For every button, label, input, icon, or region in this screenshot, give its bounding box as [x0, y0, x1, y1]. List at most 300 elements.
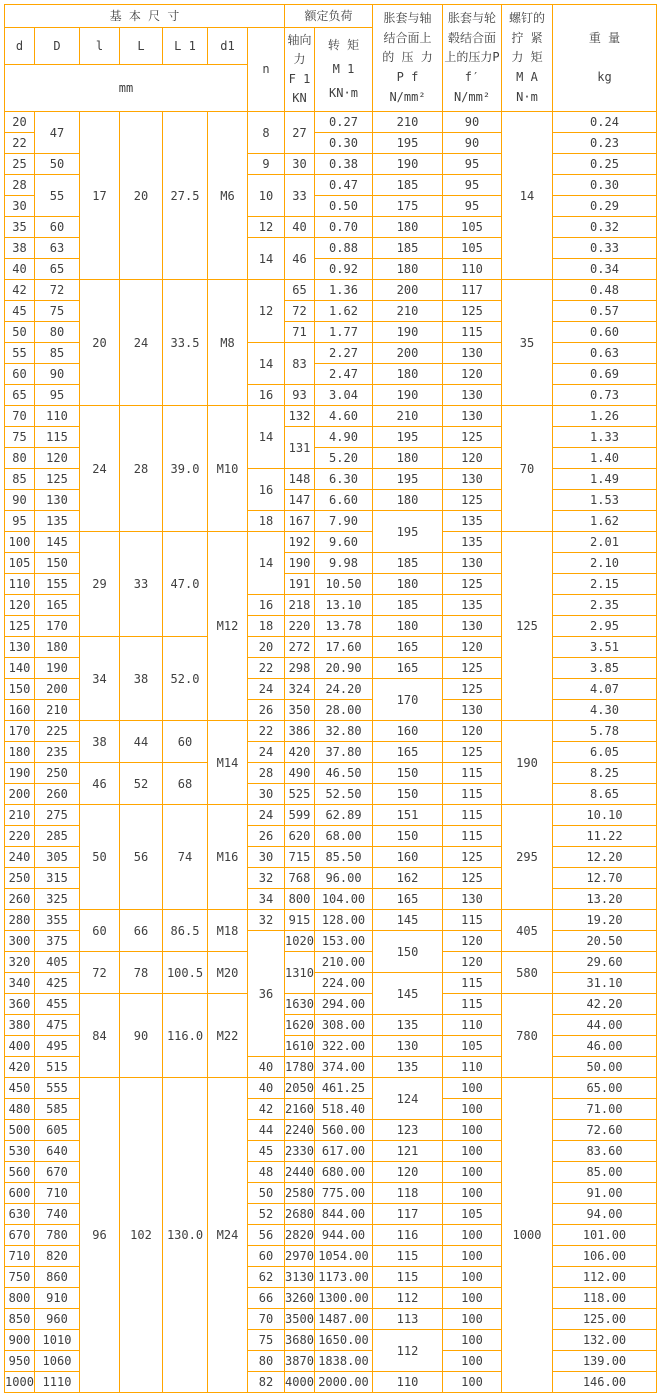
cell-M1: 1.62: [315, 301, 373, 322]
cell-l: 17: [80, 112, 120, 280]
cell-F1: 768: [285, 868, 315, 889]
cell-F1: 525: [285, 784, 315, 805]
cell-Pf: 170: [373, 679, 443, 721]
cell-F1: 1310: [285, 952, 315, 994]
header-line: P f: [396, 70, 419, 85]
cell-weight: 1.53: [553, 490, 657, 511]
cell-Pf_prime: 125: [443, 868, 502, 889]
cell-n: 48: [248, 1162, 285, 1183]
cell-d: 55: [5, 343, 35, 364]
cell-n: 24: [248, 805, 285, 826]
cell-Pf: 195: [373, 427, 443, 448]
header-axial-force: [285, 28, 315, 112]
cell-Pf_prime: 125: [443, 490, 502, 511]
cell-n: 32: [248, 868, 285, 889]
cell-d: 42: [5, 280, 35, 301]
cell-d: 750: [5, 1267, 35, 1288]
cell-weight: 106.00: [553, 1246, 657, 1267]
cell-D: 210: [35, 700, 80, 721]
header-line: 胀套与轴: [383, 11, 432, 26]
cell-Pf_prime: 115: [443, 910, 502, 931]
cell-M1: 153.00: [315, 931, 373, 952]
cell-d: 190: [5, 763, 35, 784]
cell-weight: 0.48: [553, 280, 657, 301]
cell-weight: 6.05: [553, 742, 657, 763]
cell-d: 200: [5, 784, 35, 805]
cell-d: 20: [5, 112, 35, 133]
cell-weight: 125.00: [553, 1309, 657, 1330]
cell-D: 860: [35, 1267, 80, 1288]
cell-M1: 224.00: [315, 973, 373, 994]
cell-weight: 2.95: [553, 616, 657, 637]
header-line: N/mm²: [389, 89, 426, 104]
table-row: [5, 532, 657, 553]
cell-D: 170: [35, 616, 80, 637]
header-pressure-shaft: [373, 5, 443, 112]
cell-d: 120: [5, 595, 35, 616]
cell-L1: 33.5: [163, 280, 208, 406]
table-row: [5, 952, 657, 973]
cell-Pf: 112: [373, 1330, 443, 1372]
cell-D: 72: [35, 280, 80, 301]
cell-l: 96: [80, 1078, 120, 1393]
cell-D: 355: [35, 910, 80, 931]
cell-F1: 350: [285, 700, 315, 721]
cell-D: 95: [35, 385, 80, 406]
cell-Pf_prime: 120: [443, 952, 502, 973]
cell-M1: 560.00: [315, 1120, 373, 1141]
cell-weight: 4.30: [553, 700, 657, 721]
cell-d: 600: [5, 1183, 35, 1204]
cell-Pf: 160: [373, 847, 443, 868]
header-col-n: n: [248, 28, 285, 112]
cell-L1: 68: [163, 763, 208, 805]
cell-D: 405: [35, 952, 80, 973]
cell-F1: 71: [285, 322, 315, 343]
cell-Pf_prime: 105: [443, 217, 502, 238]
cell-weight: 83.60: [553, 1141, 657, 1162]
cell-n: 16: [248, 385, 285, 406]
cell-Pf_prime: 120: [443, 364, 502, 385]
cell-L: 20: [120, 112, 163, 280]
cell-weight: 71.00: [553, 1099, 657, 1120]
cell-M1: 1838.00: [315, 1351, 373, 1372]
cell-Pf: 165: [373, 637, 443, 658]
cell-weight: 2.01: [553, 532, 657, 553]
cell-L: 78: [120, 952, 163, 994]
cell-D: 155: [35, 574, 80, 595]
cell-Pf: 180: [373, 448, 443, 469]
cell-Pf_prime: 90: [443, 133, 502, 154]
cell-Pf_prime: 100: [443, 1141, 502, 1162]
cell-d1: M18: [208, 910, 248, 952]
cell-n: 56: [248, 1225, 285, 1246]
cell-l: 38: [80, 721, 120, 763]
cell-F1: 190: [285, 553, 315, 574]
cell-weight: 72.60: [553, 1120, 657, 1141]
cell-n: 14: [248, 343, 285, 385]
cell-Pf: 195: [373, 133, 443, 154]
cell-Pf_prime: 90: [443, 112, 502, 133]
cell-D: 225: [35, 721, 80, 742]
cell-d: 95: [5, 511, 35, 532]
cell-Pf_prime: 125: [443, 301, 502, 322]
cell-d: 900: [5, 1330, 35, 1351]
cell-n: 22: [248, 658, 285, 679]
cell-M1: 210.00: [315, 952, 373, 973]
header-line: 胀套与轮: [447, 11, 496, 26]
cell-d1: M20: [208, 952, 248, 994]
cell-M1: 6.30: [315, 469, 373, 490]
cell-Pf_prime: 100: [443, 1246, 502, 1267]
cell-d: 280: [5, 910, 35, 931]
cell-F1: 191: [285, 574, 315, 595]
cell-L: 90: [120, 994, 163, 1078]
cell-Pf: 185: [373, 238, 443, 259]
cell-weight: 46.00: [553, 1036, 657, 1057]
cell-D: 165: [35, 595, 80, 616]
header-line: 的 压 力: [382, 50, 433, 65]
cell-Pf: 150: [373, 931, 443, 973]
cell-F1: 30: [285, 154, 315, 175]
table-row: [5, 994, 657, 1015]
cell-L: 44: [120, 721, 163, 763]
cell-d1: M10: [208, 406, 248, 532]
cell-d: 45: [5, 301, 35, 322]
cell-weight: 1.26: [553, 406, 657, 427]
header-line: 力 矩: [511, 50, 543, 65]
header-line: 轴向: [287, 33, 312, 48]
cell-Pf: 190: [373, 322, 443, 343]
cell-Pf: 145: [373, 973, 443, 1015]
cell-weight: 29.60: [553, 952, 657, 973]
cell-F1: 1610: [285, 1036, 315, 1057]
cell-d: 500: [5, 1120, 35, 1141]
header-unit-mm: mm: [5, 65, 248, 112]
cell-D: 1010: [35, 1330, 80, 1351]
cell-Pf_prime: 130: [443, 406, 502, 427]
cell-D: 1110: [35, 1372, 80, 1393]
cell-F1: 132: [285, 406, 315, 427]
cell-M1: 0.92: [315, 259, 373, 280]
cell-l: 29: [80, 532, 120, 637]
header-axial-force-lines: [285, 29, 314, 110]
cell-M1: 2000.00: [315, 1372, 373, 1393]
header-line: 上的压力P: [444, 50, 500, 65]
cell-d: 420: [5, 1057, 35, 1078]
cell-Pf: 162: [373, 868, 443, 889]
cell-Pf_prime: 120: [443, 637, 502, 658]
cell-M1: 20.90: [315, 658, 373, 679]
header-line: 力: [293, 52, 306, 67]
cell-l: 24: [80, 406, 120, 532]
cell-F1: 1620: [285, 1015, 315, 1036]
cell-L1: 60: [163, 721, 208, 763]
cell-weight: 2.35: [553, 595, 657, 616]
cell-Pf_prime: 115: [443, 805, 502, 826]
cell-F1: 2820: [285, 1225, 315, 1246]
header-row-titles: [5, 5, 657, 28]
cell-L: 38: [120, 637, 163, 721]
cell-n: 80: [248, 1351, 285, 1372]
cell-Pf_prime: 105: [443, 238, 502, 259]
cell-D: 200: [35, 679, 80, 700]
cell-M1: 0.70: [315, 217, 373, 238]
header-line: N/mm²: [453, 89, 491, 104]
cell-F1: 65: [285, 280, 315, 301]
cell-d1: M8: [208, 280, 248, 406]
cell-d: 850: [5, 1309, 35, 1330]
table-row: [5, 763, 657, 784]
cell-D: 960: [35, 1309, 80, 1330]
cell-weight: 19.20: [553, 910, 657, 931]
header-col-L1: L 1: [163, 28, 208, 65]
cell-M1: 1.36: [315, 280, 373, 301]
cell-d: 140: [5, 658, 35, 679]
cell-weight: 12.20: [553, 847, 657, 868]
cell-Pf_prime: 110: [443, 259, 502, 280]
table-row: [5, 637, 657, 658]
cell-d: 400: [5, 1036, 35, 1057]
cell-Pf_prime: 100: [443, 1330, 502, 1351]
cell-L1: 116.0: [163, 994, 208, 1078]
cell-D: 180: [35, 637, 80, 658]
cell-F1: 3260: [285, 1288, 315, 1309]
cell-M1: 46.50: [315, 763, 373, 784]
cell-Pf: 210: [373, 112, 443, 133]
header-weight-lines: [553, 7, 656, 110]
cell-d: 360: [5, 994, 35, 1015]
header-col-l: l: [80, 28, 120, 65]
cell-d: 210: [5, 805, 35, 826]
cell-D: 325: [35, 889, 80, 910]
cell-MA: 295: [502, 805, 553, 910]
table-row: [5, 280, 657, 301]
cell-L1: 86.5: [163, 910, 208, 952]
cell-D: 50: [35, 154, 80, 175]
cell-Pf: 150: [373, 826, 443, 847]
cell-Pf: 115: [373, 1267, 443, 1288]
cell-MA: 14: [502, 112, 553, 280]
table-row: [5, 805, 657, 826]
cell-n: 10: [248, 175, 285, 217]
table-row: [5, 112, 657, 133]
cell-D: 315: [35, 868, 80, 889]
cell-D: 130: [35, 490, 80, 511]
cell-Pf_prime: 115: [443, 994, 502, 1015]
cell-F1: 272: [285, 637, 315, 658]
cell-Pf_prime: 115: [443, 784, 502, 805]
cell-d: 320: [5, 952, 35, 973]
cell-weight: 139.00: [553, 1351, 657, 1372]
cell-F1: 72: [285, 301, 315, 322]
cell-n: 14: [248, 238, 285, 280]
cell-MA: 35: [502, 280, 553, 406]
cell-Pf_prime: 120: [443, 931, 502, 952]
cell-F1: 298: [285, 658, 315, 679]
cell-M1: 1.77: [315, 322, 373, 343]
cell-MA: 70: [502, 406, 553, 532]
cell-weight: 8.25: [553, 763, 657, 784]
cell-Pf_prime: 125: [443, 847, 502, 868]
cell-weight: 0.25: [553, 154, 657, 175]
cell-D: 75: [35, 301, 80, 322]
cell-M1: 0.88: [315, 238, 373, 259]
cell-D: 190: [35, 658, 80, 679]
cell-weight: 31.10: [553, 973, 657, 994]
cell-D: 305: [35, 847, 80, 868]
cell-D: 495: [35, 1036, 80, 1057]
cell-d: 300: [5, 931, 35, 952]
cell-weight: 146.00: [553, 1372, 657, 1393]
cell-Pf_prime: 100: [443, 1078, 502, 1099]
cell-n: 20: [248, 637, 285, 658]
cell-n: 42: [248, 1099, 285, 1120]
cell-Pf: 190: [373, 385, 443, 406]
cell-Pf: 180: [373, 490, 443, 511]
cell-d1: M14: [208, 721, 248, 805]
cell-M1: 294.00: [315, 994, 373, 1015]
cell-F1: 4000: [285, 1372, 315, 1393]
cell-Pf_prime: 125: [443, 427, 502, 448]
cell-Pf: 195: [373, 469, 443, 490]
cell-weight: 94.00: [553, 1204, 657, 1225]
cell-Pf: 210: [373, 406, 443, 427]
cell-weight: 118.00: [553, 1288, 657, 1309]
cell-M1: 85.50: [315, 847, 373, 868]
cell-F1: 620: [285, 826, 315, 847]
cell-l: 50: [80, 805, 120, 910]
cell-l: 20: [80, 280, 120, 406]
cell-weight: 12.70: [553, 868, 657, 889]
cell-F1: 148: [285, 469, 315, 490]
cell-D: 60: [35, 217, 80, 238]
cell-D: 260: [35, 784, 80, 805]
cell-Pf: 180: [373, 259, 443, 280]
cell-D: 640: [35, 1141, 80, 1162]
cell-D: 150: [35, 553, 80, 574]
cell-M1: 322.00: [315, 1036, 373, 1057]
cell-l: 34: [80, 637, 120, 721]
cell-Pf_prime: 100: [443, 1225, 502, 1246]
cell-Pf: 121: [373, 1141, 443, 1162]
cell-D: 515: [35, 1057, 80, 1078]
cell-n: 22: [248, 721, 285, 742]
cell-D: 820: [35, 1246, 80, 1267]
header-tightening-torque: [502, 5, 553, 112]
cell-n: 62: [248, 1267, 285, 1288]
cell-Pf: 145: [373, 910, 443, 931]
cell-weight: 50.00: [553, 1057, 657, 1078]
cell-Pf: 165: [373, 658, 443, 679]
cell-Pf: 115: [373, 1246, 443, 1267]
cell-n: 32: [248, 910, 285, 931]
cell-F1: 2440: [285, 1162, 315, 1183]
cell-n: 26: [248, 826, 285, 847]
cell-n: 24: [248, 742, 285, 763]
cell-weight: 101.00: [553, 1225, 657, 1246]
cell-d: 100: [5, 532, 35, 553]
cell-Pf: 150: [373, 763, 443, 784]
cell-M1: 0.38: [315, 154, 373, 175]
cell-l: 84: [80, 994, 120, 1078]
cell-Pf_prime: 110: [443, 1015, 502, 1036]
cell-d: 75: [5, 427, 35, 448]
cell-F1: 1630: [285, 994, 315, 1015]
cell-D: 910: [35, 1288, 80, 1309]
cell-F1: 40: [285, 217, 315, 238]
cell-n: 26: [248, 700, 285, 721]
cell-d: 180: [5, 742, 35, 763]
cell-n: 52: [248, 1204, 285, 1225]
cell-Pf_prime: 100: [443, 1351, 502, 1372]
cell-F1: 2160: [285, 1099, 315, 1120]
cell-d: 1000: [5, 1372, 35, 1393]
cell-L: 28: [120, 406, 163, 532]
cell-M1: 617.00: [315, 1141, 373, 1162]
cell-Pf_prime: 130: [443, 385, 502, 406]
cell-L1: 27.5: [163, 112, 208, 280]
cell-n: 18: [248, 511, 285, 532]
cell-D: 145: [35, 532, 80, 553]
cell-d1: M16: [208, 805, 248, 910]
cell-L: 56: [120, 805, 163, 910]
cell-l: 46: [80, 763, 120, 805]
cell-F1: 83: [285, 343, 315, 385]
cell-M1: 374.00: [315, 1057, 373, 1078]
cell-Pf: 200: [373, 343, 443, 364]
cell-F1: 386: [285, 721, 315, 742]
cell-M1: 0.50: [315, 196, 373, 217]
cell-Pf_prime: 117: [443, 280, 502, 301]
cell-d: 480: [5, 1099, 35, 1120]
cell-M1: 104.00: [315, 889, 373, 910]
cell-M1: 844.00: [315, 1204, 373, 1225]
cell-Pf_prime: 120: [443, 448, 502, 469]
cell-Pf_prime: 95: [443, 154, 502, 175]
cell-Pf: 185: [373, 175, 443, 196]
cell-Pf: 180: [373, 364, 443, 385]
cell-n: 60: [248, 1246, 285, 1267]
cell-M1: 24.20: [315, 679, 373, 700]
cell-M1: 775.00: [315, 1183, 373, 1204]
cell-Pf_prime: 130: [443, 889, 502, 910]
cell-L1: 39.0: [163, 406, 208, 532]
header-pressure-hub-lines: [443, 7, 501, 110]
cell-Pf_prime: 115: [443, 763, 502, 784]
cell-M1: 0.27: [315, 112, 373, 133]
cell-F1: 3870: [285, 1351, 315, 1372]
header-torque: [315, 28, 373, 112]
cell-d: 150: [5, 679, 35, 700]
cell-Pf: 120: [373, 1162, 443, 1183]
cell-D: 455: [35, 994, 80, 1015]
cell-Pf_prime: 125: [443, 574, 502, 595]
cell-D: 125: [35, 469, 80, 490]
table-row: [5, 406, 657, 427]
cell-Pf: 180: [373, 616, 443, 637]
cell-d: 950: [5, 1351, 35, 1372]
cell-MA: 780: [502, 994, 553, 1078]
cell-n: 30: [248, 784, 285, 805]
cell-d: 250: [5, 868, 35, 889]
cell-d: 130: [5, 637, 35, 658]
cell-M1: 2.27: [315, 343, 373, 364]
table-body: [5, 112, 657, 1393]
cell-F1: 2330: [285, 1141, 315, 1162]
cell-weight: 1.62: [553, 511, 657, 532]
cell-d: 125: [5, 616, 35, 637]
